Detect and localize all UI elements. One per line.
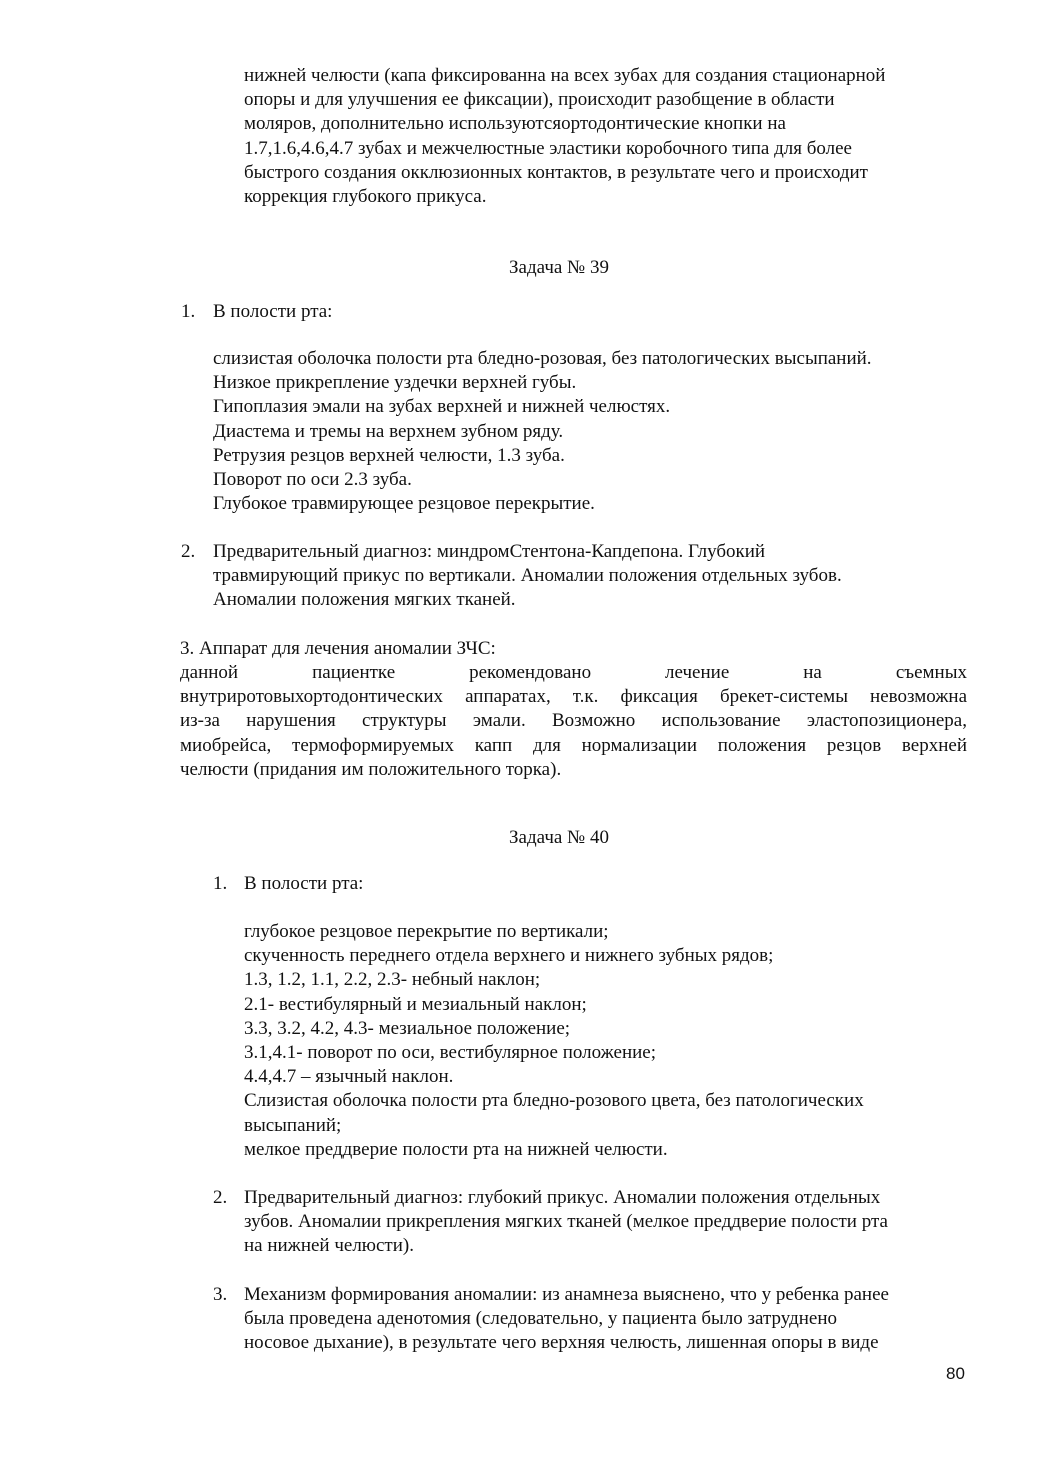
task-39-item-1-number: 1. (181, 301, 196, 322)
text-line: опоры и для улучшения ее фиксации), происходит разобщение в области (244, 89, 835, 111)
text-line: миобрейса, термоформируемых капп для нормализации положения резцов верхней (180, 734, 967, 756)
text-line: 4.4,4.7 – язычный наклон. (244, 1066, 454, 1088)
text-line: глубокое резцовое перекрытие по вертикали; (244, 921, 609, 942)
text-line: 3.3, 3.2, 4.2, 4.3- мезиальное положение; (244, 1017, 571, 1039)
text-line: слизистая оболочка полости рта бледно-розовая, без патологических высыпаний. (213, 348, 872, 369)
text-line: Предварительный диагноз: миндромСтентона-Капдепона. Глубокий (213, 541, 766, 562)
text-line: носовое дыхание), в результате чего верхняя челюсть, лишенная опоры в виде (244, 1332, 879, 1354)
text-line: была проведена аденотомия (следовательно, у пациента было затруднено (244, 1308, 838, 1330)
text-line: Низкое прикрепление уздечки верхней губы. (213, 372, 577, 394)
text-line: Слизистая оболочка полости рта бледно-розового цвета, без патологических (244, 1090, 864, 1112)
text-line: 1.3, 1.2, 1.1, 2.2, 2.3- небный наклон; (244, 969, 541, 991)
task-40-mechanism (244, 1283, 889, 1356)
text-line: 2.1- вестибулярный и мезиальный наклон; (244, 993, 587, 1015)
task-39-diagnosis (213, 540, 842, 613)
task-40-title: Задача № 40 (509, 827, 609, 848)
continuation-paragraph (244, 64, 885, 209)
text-line: Гипоплазия эмали на зубах верхней и нижней челюстях. (213, 396, 671, 418)
text-line: нижней челюсти (капа фиксированна на всех зубах для создания стационарной (244, 65, 886, 86)
task-40-diagnosis (244, 1186, 888, 1259)
text-line: данной пациентке рекомендовано лечение на съемных (180, 662, 967, 683)
task-39-treatment (180, 661, 967, 782)
text-line: Поворот по оси 2.3 зуба. (213, 469, 412, 491)
page-number: 80 (946, 1364, 965, 1383)
text-line: моляров, дополнительно используютсяортодонтические кнопки на (244, 113, 786, 135)
text-line: Глубокое травмирующее резцовое перекрытие. (213, 493, 595, 515)
text-line: на нижней челюсти). (244, 1235, 414, 1257)
text-line: Диастема и тремы на верхнем зубном ряду. (213, 420, 564, 442)
task-39-item-2-number: 2. (181, 541, 196, 562)
task-40-findings (244, 920, 864, 1162)
text-line: скученность переднего отдела верхнего и нижнего зубных рядов; (244, 945, 774, 967)
text-line: мелкое преддверие полости рта на нижней челюсти. (244, 1138, 668, 1160)
text-line: из-за нарушения структуры эмали. Возможно использование эластопозиционера, (180, 710, 967, 732)
task-39-item-3-heading: 3. Аппарат для лечения аномалии ЗЧС: (180, 638, 496, 659)
text-line: Ретрузия резцов верхней челюсти, 1.3 зуба. (213, 444, 565, 466)
text-line: челюсти (придания им положительного торка). (180, 758, 562, 780)
text-line: высыпаний; (244, 1114, 342, 1136)
task-39-title: Задача № 39 (509, 257, 609, 278)
text-line: Аномалии положения мягких тканей. (213, 589, 516, 611)
task-39-findings (213, 347, 872, 516)
text-line: быстрого создания окклюзионных контактов, в результате чего и происходит (244, 161, 868, 183)
task-40-item-3-number: 3. (213, 1284, 228, 1305)
task-40-item-1-heading: В полости рта: (244, 873, 364, 894)
text-line: зубов. Аномалии прикрепления мягких тканей (мелкое преддверие полости рта (244, 1211, 888, 1233)
text-line: коррекция глубокого прикуса. (244, 186, 487, 208)
text-line: 1.7,1.6,4.6,4.7 зубах и межчелюстные эластики коробочного типа для более (244, 137, 852, 159)
task-39-item-1-heading: В полости рта: (213, 301, 333, 322)
text-line: Механизм формирования аномалии: из анамнеза выяснено, что у ребенка ранее (244, 1284, 889, 1305)
text-line: 3.1,4.1- поворот по оси, вестибулярное положение; (244, 1042, 656, 1064)
text-line: травмирующий прикус по вертикали. Аномалии положения отдельных зубов. (213, 565, 842, 587)
text-line: Предварительный диагноз: глубокий прикус. Аномалии положения отдельных (244, 1187, 881, 1208)
task-40-item-2-number: 2. (213, 1187, 228, 1208)
task-40-item-1-number: 1. (213, 873, 228, 894)
text-line: внутриротовыхортодонтических аппаратах, т.к. фиксация брекет-системы невозможна (180, 686, 967, 708)
